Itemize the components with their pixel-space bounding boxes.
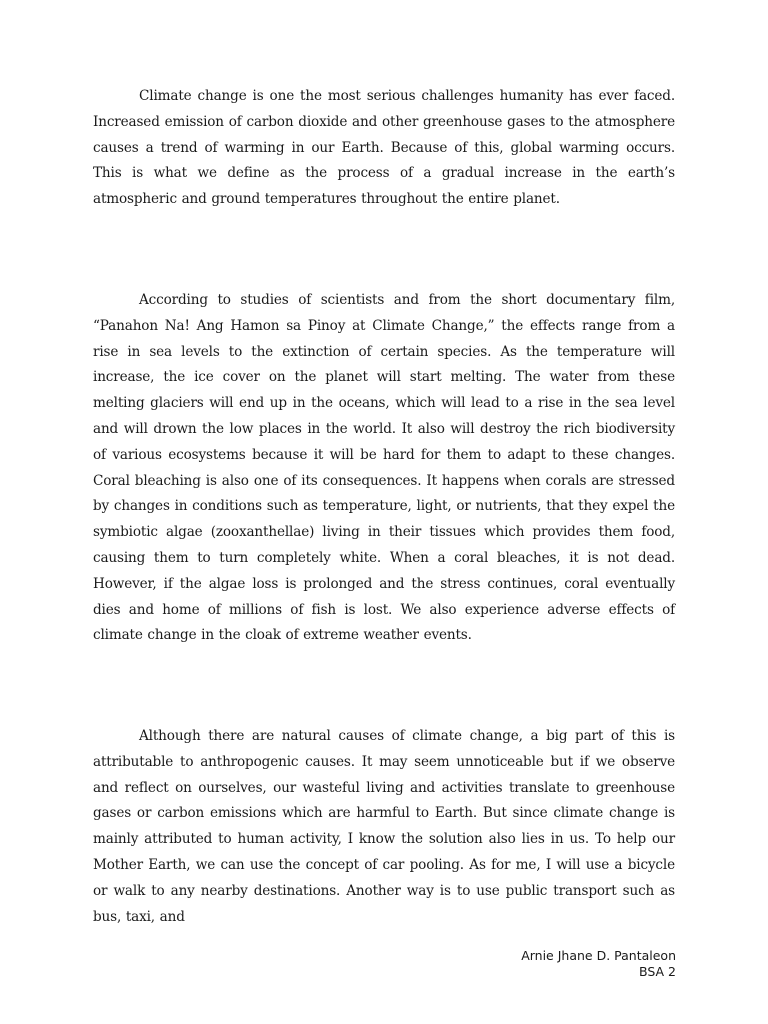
body-paragraph-3: Although there are natural causes of climate change, a big part of this is attributable to anthropogenic causes. It may seem unnoticeable but if we observe and reflect on ourselves, our wasteful living and activities translate to greenhouse gases or carbon emissions which are harmful to Earth. But since climate change is mainly attributed to human activity, I know the solution also lies in us. To help our Mother Earth, we can use the concept of car pooling. As for me, I will use a bicycle or walk to any nearby destinations. Another way is to use public transport such as bus, taxi, and <box>93 728 675 925</box>
body-paragraph-2: According to studies of scientists and from the short documentary film, “Panahon Na! Ang Hamon sa Pinoy at Climate Change,” the effects range from a rise in sea levels to the extinction of certain species. As the temperature will increase, the ice cover on the planet will start melting. The water from these melting glaciers will end up in the oceans, which will lead to a rise in the sea level and will drown the low places in the world. It also will destroy the rich biodiversity of various ecosystems because it will be hard for them to adapt to these changes. Coral bleaching is also one of its consequences. It happens when corals are stressed by changes in conditions such as temperature, light, or nutrients, that they expel the symbiotic algae (zooxanthellae) living in their tissues which provides them food, causing them to turn completely white. When a coral bleaches, it is not dead. However, if the algae loss is prolonged and the stress continues, coral eventually dies and home of millions of fish is lost. We also experience adverse effects of climate change in the cloak of extreme weather events. <box>93 292 675 644</box>
author-signature-block <box>521 948 676 980</box>
author-course: BSA 2 <box>639 964 676 979</box>
author-name: Arnie Jhane D. Pantaleon <box>521 948 676 963</box>
body-paragraph-1: Climate change is one the most serious challenges humanity has ever faced. Increased emission of carbon dioxide and other greenhouse gases to the atmosphere causes a trend of warming in our Earth. Because of this, global warming occurs. This is what we define as the process of a gradual increase in the earth’s atmospheric and ground temperatures throughout the entire planet. <box>93 88 675 208</box>
